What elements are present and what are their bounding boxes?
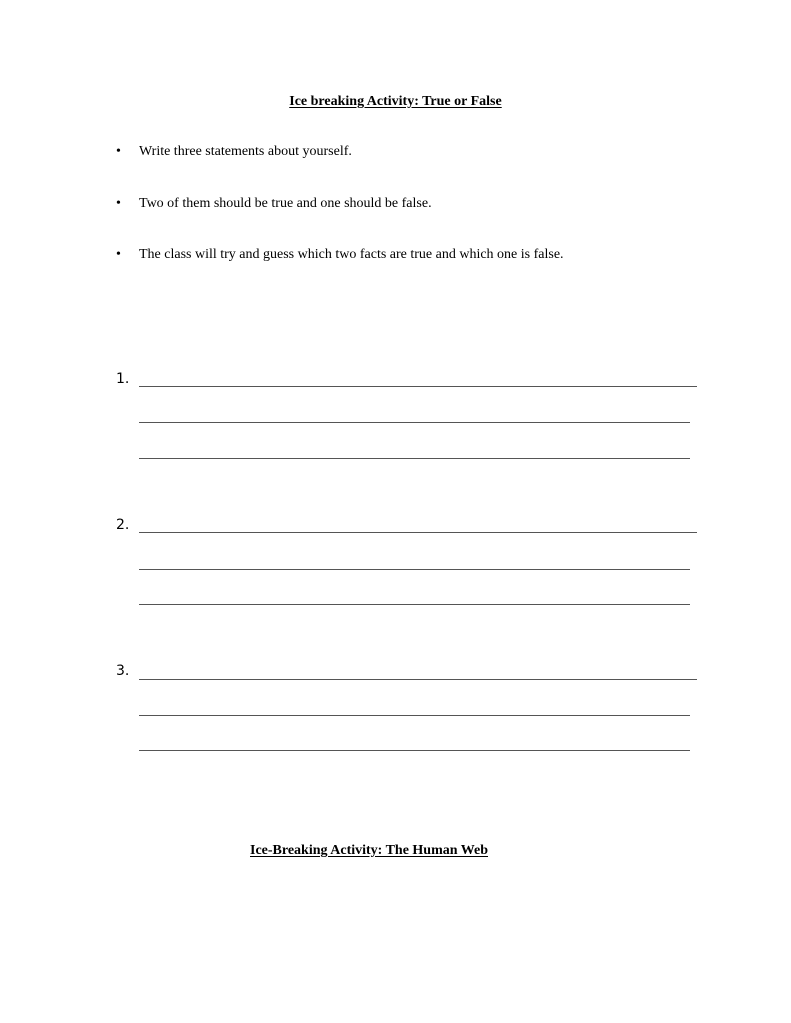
answer-line	[139, 386, 697, 387]
answer-line	[139, 750, 690, 751]
answer-line	[139, 679, 697, 680]
bullet-icon: •	[116, 196, 121, 211]
instruction-text: The class will try and guess which two facts are true and which one is false.	[139, 247, 564, 262]
instruction-text: Two of them should be true and one should be false.	[139, 196, 432, 211]
heading-human-web: Ice-Breaking Activity: The Human Web	[250, 843, 489, 858]
answer-line	[139, 569, 690, 570]
answer-line	[139, 532, 697, 533]
heading-true-or-false: Ice breaking Activity: True or False	[289, 94, 502, 109]
answer-line	[139, 715, 690, 716]
instruction-text: Write three statements about yourself.	[139, 144, 352, 159]
answer-number-1: 1.	[116, 371, 130, 387]
answer-number-2: 2.	[116, 517, 130, 533]
answer-line	[139, 458, 690, 459]
answer-number-3: 3.	[116, 663, 130, 679]
answer-line	[139, 422, 690, 423]
answer-line	[139, 604, 690, 605]
bullet-icon: •	[116, 144, 121, 159]
bullet-icon: •	[116, 247, 121, 262]
